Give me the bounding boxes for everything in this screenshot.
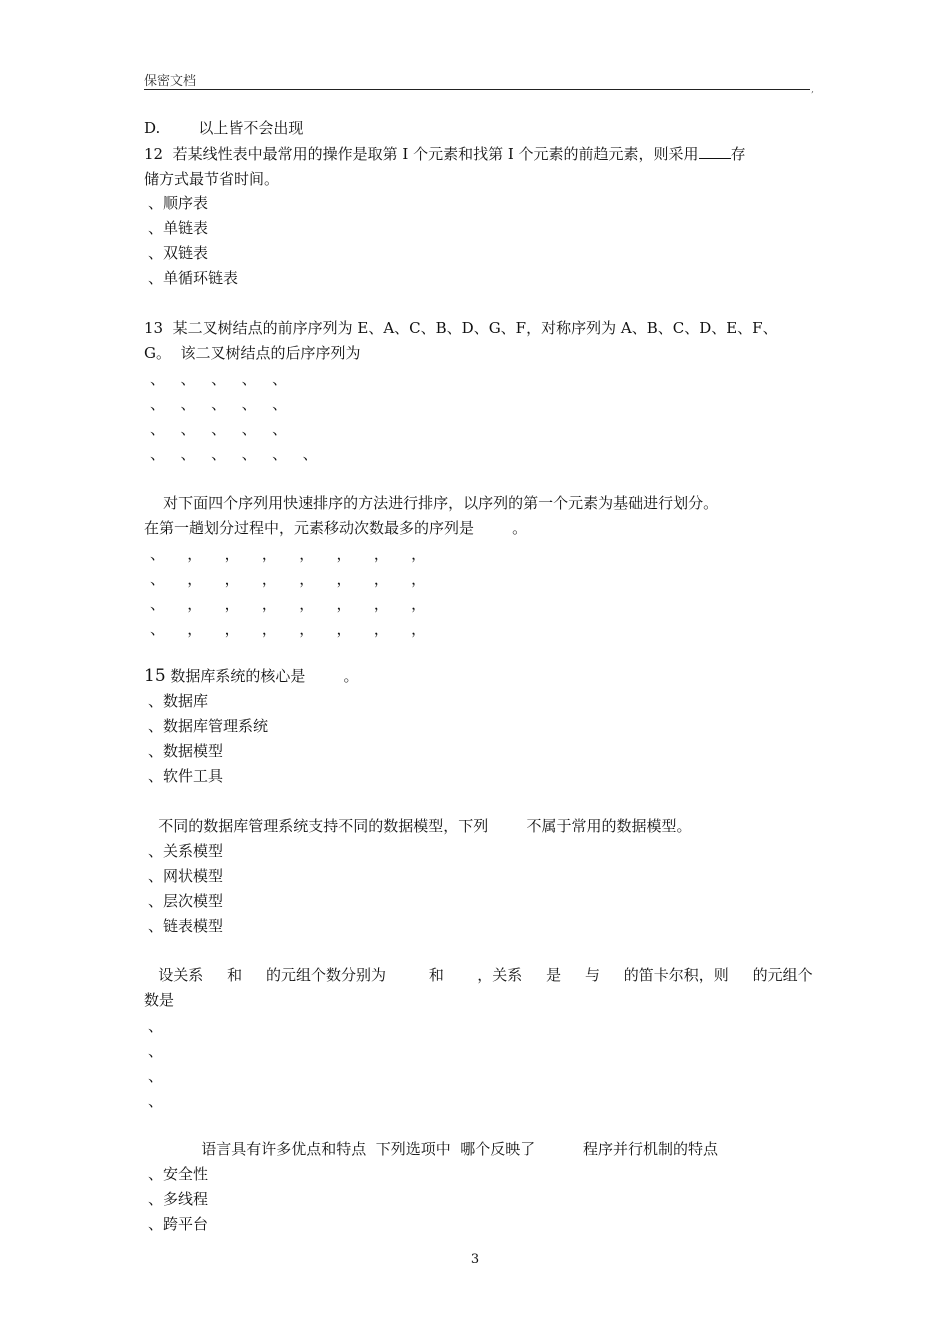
q13-stem-line1: 13 某二叉树结点的前序序列为 E、A、C、B、D、G、F，对称序列为 A、B、C、D、E、F、: [144, 319, 778, 337]
q16-option-c: 、层次模型: [148, 892, 224, 910]
q14-option-b: 、 ， ， ， ， ， ， ，: [150, 570, 429, 588]
q16-option-d: 、链表模型: [148, 917, 224, 935]
q16-stem: 不同的数据库管理系统支持不同的数据模型，下列 不属于常用的数据模型。: [144, 817, 692, 835]
q13-option-d: 、 、 、 、 、 、: [150, 445, 320, 463]
q13-option-b: 、 、 、 、 、: [150, 395, 290, 413]
q16-option-a: 、关系模型: [148, 842, 224, 860]
q18-option-c: 、跨平台: [148, 1215, 209, 1233]
q15-option-a: 、数据库: [148, 692, 209, 710]
q17-option-b: 、: [148, 1042, 164, 1060]
q18-option-b: 、多线程: [148, 1190, 209, 1208]
q14-option-a: 、 ， ， ， ， ， ， ，: [150, 545, 429, 563]
q17-stem-line1: 设关系 和 的元组个数分别为 和 ，关系 是 与 的笛卡尔积，则 的元组个: [144, 966, 813, 984]
q18-option-a: 、安全性: [148, 1165, 209, 1183]
q12-blank: [699, 146, 731, 159]
q12-stem-tail: 存: [730, 145, 746, 163]
q13-option-c: 、 、 、 、 、: [150, 420, 290, 438]
q15-option-b: 、数据库管理系统: [148, 717, 269, 735]
q17-option-a: 、: [148, 1017, 164, 1035]
q11-option-d: D. 以上皆不会出现: [144, 119, 304, 137]
q15-number: 15: [144, 666, 166, 686]
q13-option-a: 、 、 、 、 、: [150, 370, 290, 388]
header-mark: ,: [811, 85, 814, 95]
header-title: 保密文档: [144, 74, 197, 89]
q16-option-b: 、网状模型: [148, 867, 224, 885]
q12-stem-line2: 储方式最节省时间。: [144, 170, 280, 188]
q12-option-b: 、单链表: [148, 219, 209, 237]
q12-option-d: 、单循环链表: [148, 269, 239, 287]
q15-option-d: 、软件工具: [148, 767, 224, 785]
q14-stem-line1: 对下面四个序列用快速排序的方法进行排序，以序列的第一个元素为基础进行划分。: [144, 494, 719, 512]
q15-stem-text: 数据库系统的核心是 。: [165, 667, 359, 685]
q18-stem: 语言具有许多优点和特点 下列选项中 哪个反映了 程序并行机制的特点: [144, 1140, 718, 1158]
q17-option-c: 、: [148, 1067, 164, 1085]
q12-stem-text: 12 若某线性表中最常用的操作是取第 I 个元素和找第 I 个元素的前趋元素，则采用: [144, 145, 699, 163]
q14-option-d: 、 ， ， ， ， ， ， ，: [150, 620, 429, 638]
q12-stem-line1: [144, 145, 746, 163]
q14-option-c: 、 ， ， ， ， ， ， ，: [150, 595, 429, 613]
q15-option-c: 、数据模型: [148, 742, 224, 760]
q17-stem-line2: 数是: [144, 991, 175, 1009]
q14-stem-line2: 在第一趟划分过程中，元素移动次数最多的序列是 。: [144, 519, 528, 537]
q17-option-d: 、: [148, 1092, 164, 1110]
q15-stem: [144, 667, 359, 685]
q12-option-c: 、双链表: [148, 244, 209, 262]
q13-stem-line2: G。 该二叉树结点的后序序列为: [144, 344, 361, 362]
q12-option-a: 、顺序表: [148, 194, 209, 212]
page-header: [144, 70, 814, 95]
page-number: 3: [470, 1252, 480, 1267]
